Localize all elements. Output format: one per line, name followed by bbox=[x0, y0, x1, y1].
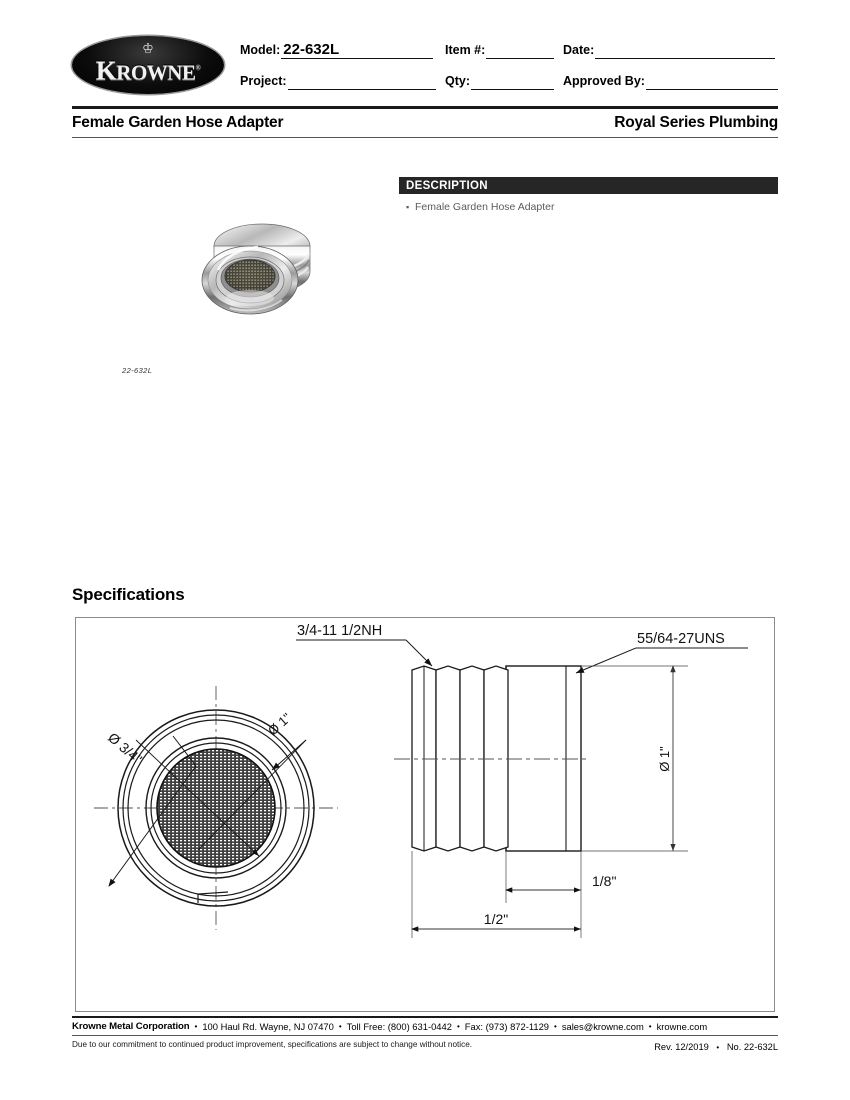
date-input[interactable] bbox=[595, 42, 775, 59]
side-view bbox=[296, 623, 748, 938]
project-label: Project: bbox=[240, 74, 287, 88]
header-fields bbox=[240, 32, 778, 98]
footer-revision-line bbox=[654, 1041, 778, 1054]
footer-toll-free[interactable]: Toll Free: (800) 631-0442 bbox=[346, 1021, 452, 1032]
item-number-input[interactable] bbox=[486, 42, 554, 59]
qty-label: Qty: bbox=[445, 74, 470, 88]
side-view-dim-length: 1/2" bbox=[483, 911, 509, 927]
qty-input[interactable] bbox=[471, 73, 554, 90]
description-header bbox=[399, 177, 778, 194]
specifications-drawing-box bbox=[75, 617, 775, 1012]
krowne-logo bbox=[72, 36, 224, 94]
date-field[interactable] bbox=[563, 37, 778, 59]
front-view-callout-inner: Ø 3/4" bbox=[105, 729, 146, 767]
date-label: Date: bbox=[563, 43, 595, 57]
model-input[interactable] bbox=[281, 42, 433, 59]
description-item-text: Female Garden Hose Adapter bbox=[415, 201, 555, 213]
side-view-dim-diameter: Ø 1" bbox=[657, 746, 672, 772]
header-field-row-2 bbox=[240, 68, 778, 94]
footer-separator-icon: • bbox=[648, 1022, 652, 1031]
list-item bbox=[406, 201, 776, 214]
header-field-row-1 bbox=[240, 37, 778, 63]
description-heading: DESCRIPTION bbox=[406, 179, 488, 192]
front-view bbox=[94, 686, 338, 930]
footer-doc-number: No. 22-632L bbox=[726, 1042, 778, 1052]
side-view-callout-aerator-thread: 55/64-27UNS bbox=[637, 631, 725, 647]
logo-wordmark: KROWNE® bbox=[95, 55, 201, 86]
bullet-icon: ▪ bbox=[406, 202, 410, 212]
product-image bbox=[170, 210, 330, 330]
registered-mark-icon: ® bbox=[195, 63, 201, 72]
footer-separator-icon: • bbox=[194, 1022, 198, 1031]
series-title: Royal Series Plumbing bbox=[614, 114, 778, 131]
footer-website[interactable]: krowne.com bbox=[656, 1021, 708, 1032]
side-view-callout-hose-thread: 3/4-11 1/2NH bbox=[297, 623, 383, 639]
footer-fax: Fax: (973) 872-1129 bbox=[464, 1021, 550, 1032]
footer-separator-icon: • bbox=[716, 1043, 720, 1052]
footer-separator-icon: • bbox=[456, 1022, 460, 1031]
header bbox=[72, 32, 778, 104]
description-list bbox=[406, 201, 776, 214]
footer-rule-top bbox=[72, 1016, 778, 1018]
project-field[interactable] bbox=[240, 68, 436, 90]
qty-field[interactable] bbox=[445, 68, 565, 90]
footer-separator-icon: • bbox=[554, 1022, 557, 1031]
item-number-label: Item #: bbox=[445, 43, 486, 57]
footer-address: 100 Haul Rd. Wayne, NJ 07470 bbox=[202, 1021, 334, 1032]
footer-contact-line bbox=[72, 1021, 778, 1033]
footer-email[interactable]: sales@krowne.com bbox=[561, 1021, 644, 1032]
product-image-caption: 22-632L bbox=[122, 366, 153, 375]
footer-rule-mid bbox=[72, 1035, 778, 1036]
crown-icon: ♔ bbox=[142, 40, 154, 56]
model-label: Model: bbox=[240, 43, 281, 57]
approved-by-label: Approved By: bbox=[563, 74, 645, 88]
side-view-dim-shoulder: 1/8" bbox=[592, 873, 617, 889]
title-rule-bottom bbox=[72, 137, 778, 138]
footer-company: Krowne Metal Corporation bbox=[72, 1021, 190, 1032]
front-view-callout-outer: Ø 1" bbox=[264, 709, 295, 739]
title-row bbox=[72, 112, 778, 134]
footer-disclaimer: Due to our commitment to continued product improvement, specifications are subject to change without notice. bbox=[72, 1040, 473, 1049]
project-input[interactable] bbox=[288, 73, 436, 90]
logo-wordmark-rest: ROWNE bbox=[116, 60, 196, 85]
model-field[interactable] bbox=[240, 37, 436, 59]
model-value: 22-632L bbox=[283, 41, 340, 58]
approved-by-input[interactable] bbox=[646, 73, 778, 90]
title-rule-top bbox=[72, 106, 778, 109]
footer-separator-icon: • bbox=[338, 1022, 342, 1031]
footer-revision: Rev. 12/2019 bbox=[654, 1042, 709, 1052]
specifications-heading: Specifications bbox=[72, 585, 185, 604]
item-number-field[interactable] bbox=[445, 37, 565, 59]
page-title: Female Garden Hose Adapter bbox=[72, 114, 284, 131]
approved-by-field[interactable] bbox=[563, 68, 778, 90]
technical-drawing bbox=[76, 618, 774, 1010]
